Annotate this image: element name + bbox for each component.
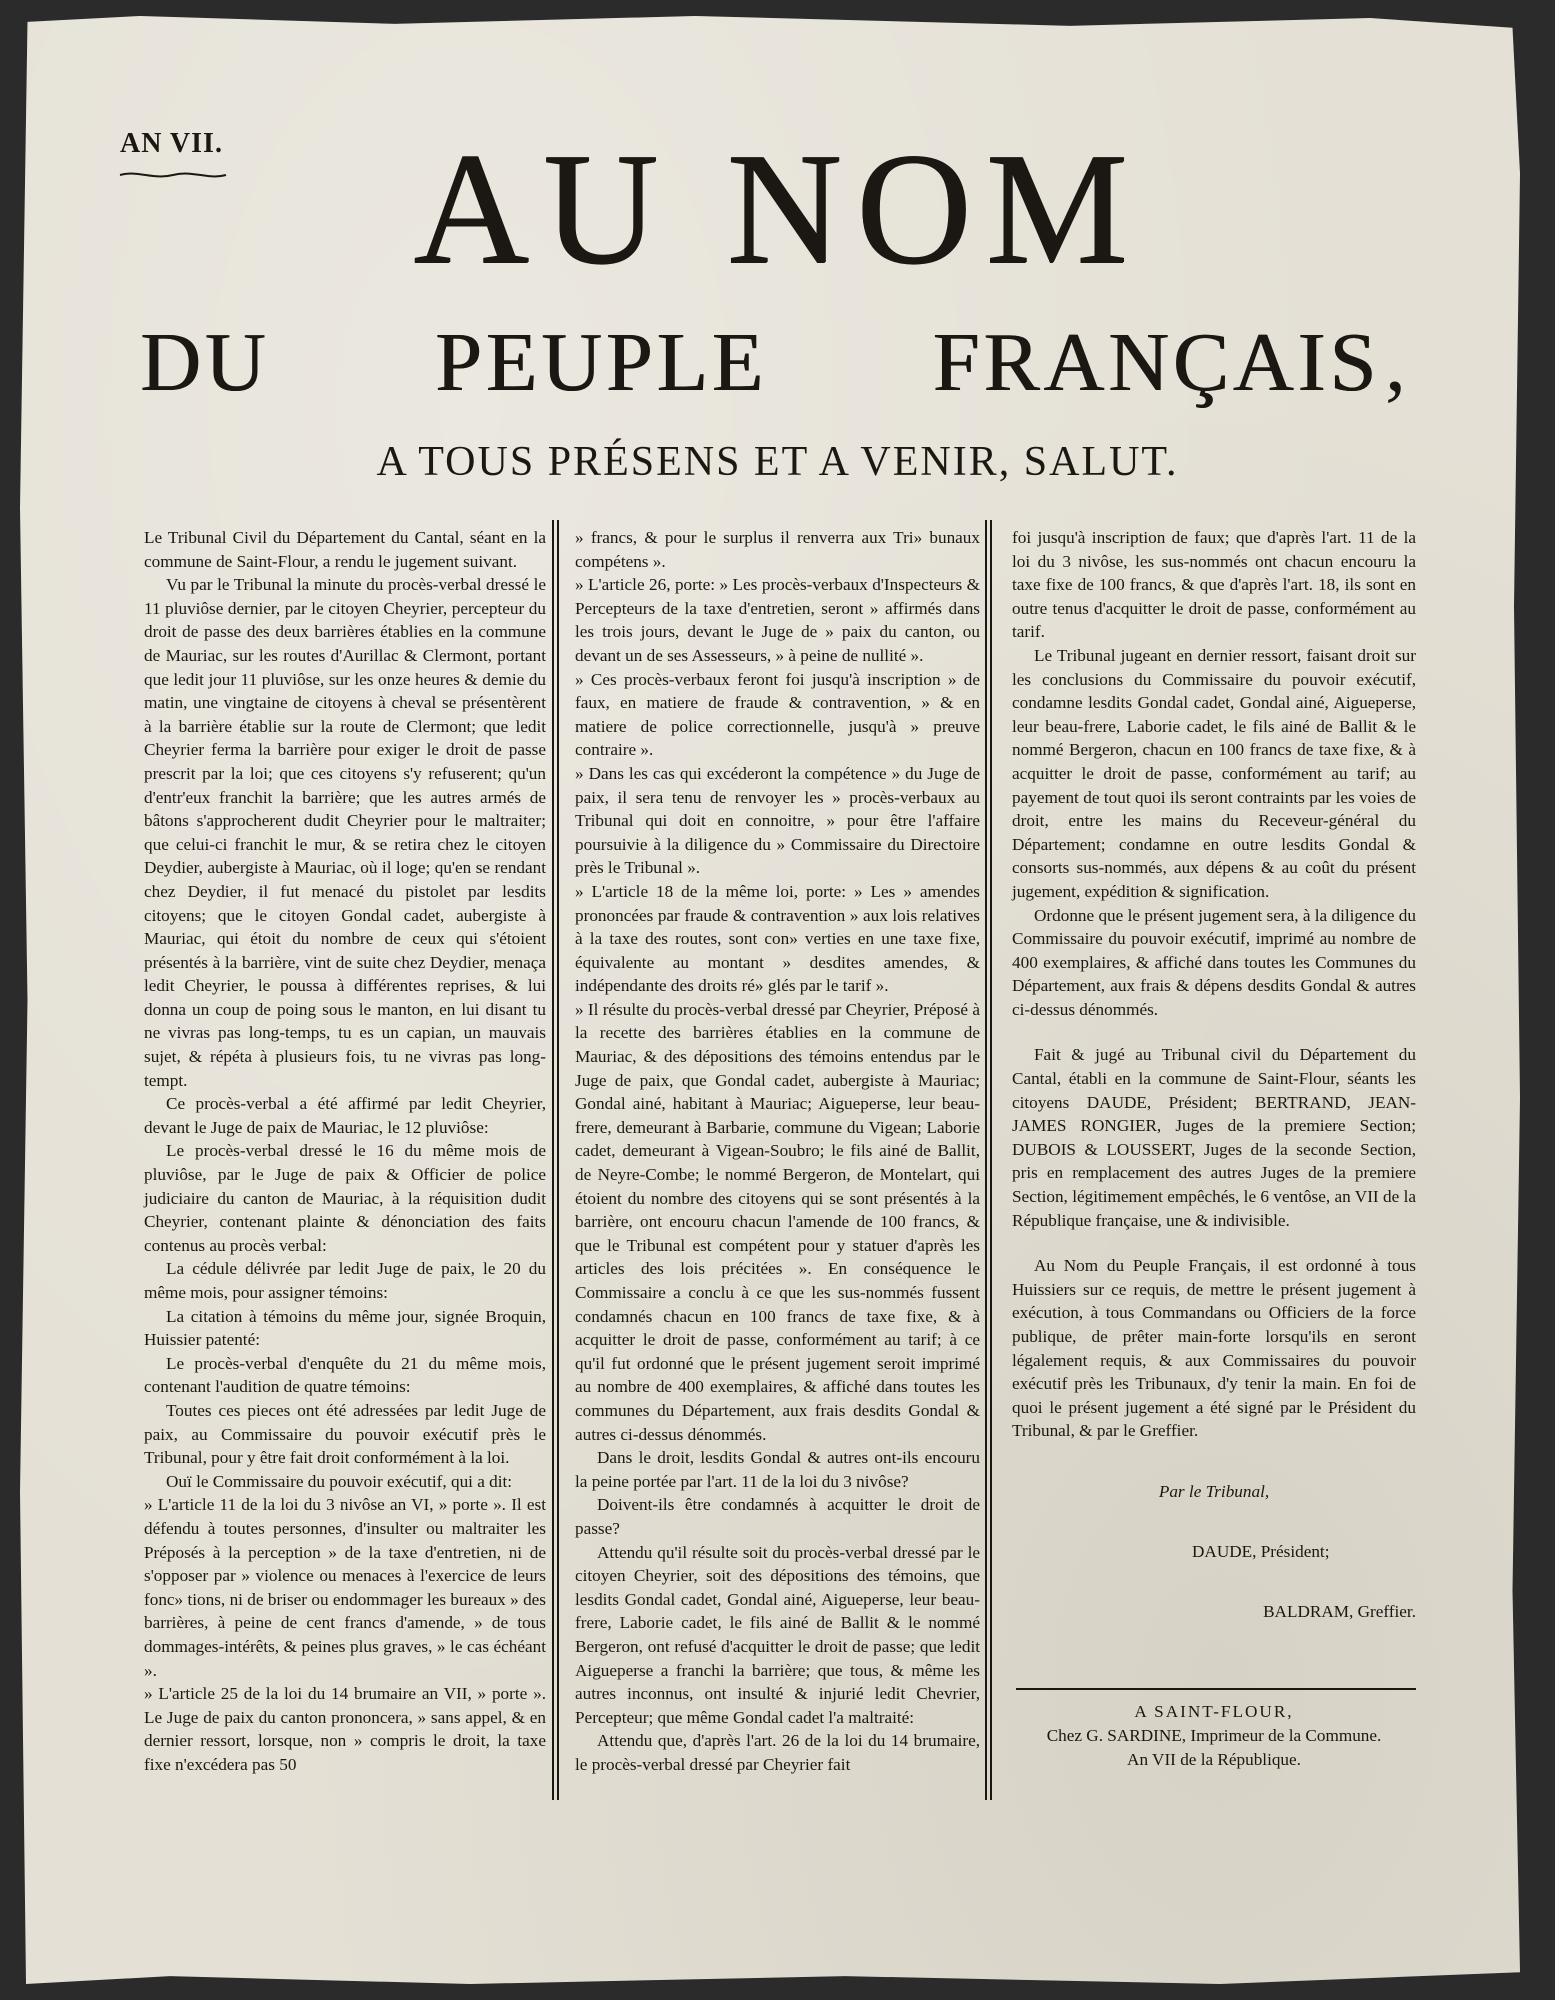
paragraph: Le procès-verbal dressé le 16 du même mois de pluviôse, par le Juge de paix & Officier de police judiciaire du canton de Mauriac, à la réquisition dudit Cheyrier, contenant plainte & dénonciation des faits contenus au procès verbal: bbox=[144, 1141, 546, 1255]
imprint-line: A SAINT-FLOUR, bbox=[1134, 1702, 1294, 1721]
paragraph: Ce procès-verbal a été affirmé par ledit Cheyrier, devant le Juge de paix de Mauriac, le 12 pluviôse: bbox=[144, 1094, 546, 1137]
paragraph: » Ces procès-verbaux feront foi jusqu'à inscription » de faux, en matiere de fraude & contravention, » & en matiere de police correctionnelle, jusqu'à » preuve contraire ». bbox=[575, 669, 980, 760]
paragraph: Ordonne que le présent jugement sera, à la diligence du Commissaire du pouvoir exécutif, imprimé au nombre de 400 exemplaires, & affiché dans toutes les Communes du Département, aux frais & dépens desdits Gondal & autres ci-dessus dénommés. bbox=[1012, 905, 1416, 1019]
column-rule bbox=[985, 520, 987, 1800]
paragraph: Le Tribunal Civil du Département du Cantal, séant en la commune de Saint-Flour, a rendu le jugement suivant. bbox=[144, 528, 546, 571]
text-column-1 bbox=[144, 526, 546, 1776]
title-au-nom: AU NOM bbox=[413, 119, 1142, 297]
title-comma: , bbox=[1385, 316, 1406, 409]
paragraph: Au Nom du Peuple Français, il est ordonné à tous Huissiers sur ce requis, de mettre le présent jugement à exécution, à tous Commandans ou Officiers de la force publique, de prêter main-forte lorsqu'ils en seront légalement requis, & aux Commissaires du pouvoir exécutif près les Tribunaux, d'y tenir la main. En foi de quoi le présent jugement a été signé par le Président du Tribunal, & par le Greffier. bbox=[1012, 1256, 1416, 1441]
paragraph: Dans le droit, lesdits Gondal & autres ont-ils encouru la peine portée par l'art. 11 de la loi du 3 nivôse? bbox=[575, 1448, 980, 1491]
paragraph: Attendu qu'il résulte soit du procès-verbal dressé par le citoyen Cheyrier, soit des dépositions des témoins, que lesdits Gondal cadet, Gondal ainé, Aigueperse, leur beau-frere, Laborie cadet, le fils ainé de Ballit & le nommé Bergeron, ont refusé d'acquitter le droit de passe; que ledit Aigueperse a franchi la barrière; que tous, & même les autres inconnus, ont insulté & injurié ledit Chevrier, Percepteur; que même Gondal cadet l'a maltraité: bbox=[575, 1542, 980, 1727]
text-column-3 bbox=[1012, 526, 1416, 1443]
paragraph: Attendu que, d'après l'art. 26 de la loi du 14 brumaire, le procès-verbal dressé par Cheyrier fait bbox=[575, 1731, 980, 1774]
signature-daude: DAUDE, Président; bbox=[1192, 1542, 1330, 1561]
paragraph: » Il résulte du procès-verbal dressé par Cheyrier, Préposé à la recette des barrières établies en la commune de Mauriac, & des dépositions des témoins entendus par le Juge de paix, que Gondal cadet, aubergiste à Mauriac; Gondal ainé, habitant à Mauriac; Aigueperse, leur beau-frere, demeurant à Barbarie, commune du Vigean; Laborie cadet, demeurant à Vigean-Soubro; le fils ainé de Ballit, de Neyre-Combe; le nommé Bergeron, de Montelart, qui étoient du nombre des citoyens qui se sont présentés à la barrière, ont encouru chacun l'amende de 100 francs, & que le Tribunal est compétent pour y statuer d'après les articles des lois précitées ». En conséquence le Commissaire a conclu à ce que les sus-nommés fussent condamnés chacun en 100 francs de taxe fixe, & à acquitter le droit de passe, conformément au tarif; à ce qu'il fut ordonné que le présent jugement seroit imprimé au nombre de 400 exemplaires, & affiché dans toutes les communes du Département, aux frais desdits Gondal & autres ci-dessus dénommés. bbox=[575, 999, 980, 1444]
column-rule bbox=[552, 520, 554, 1800]
column-rule bbox=[990, 520, 992, 1800]
salutation: A TOUS PRÉSENS ET A VENIR, SALUT. bbox=[376, 439, 1179, 485]
paragraph: foi jusqu'à inscription de faux; que d'après l'art. 11 de la loi du 3 nivôse, les sus-nommés ont chacun encouru la taxe fixe de 100 francs, & que d'après l'art. 18, ils sont en outre tenus d'acquitter le droit de passe, conformément au tarif. bbox=[1012, 528, 1416, 642]
column-rule bbox=[557, 520, 559, 1800]
paragraph: » Dans les cas qui excéderont la compétence » du Juge de paix, il sera tenu de renvoyer les » procès-verbaux au Tribunal qui doit en connoitre, » pour être l'affaire poursuivie à la diligence du » Commissaire du Directoire près le Tribunal ». bbox=[575, 763, 980, 878]
paragraph: Le Tribunal jugeant en dernier ressort, faisant droit sur les conclusions du Commissaire du pouvoir exécutif, condamne lesdits Gondal cadet, Gondal ainé, Aigueperse, leur beau-frere, Laborie cadet, le fils ainé de Ballit & le nommé Bergeron, chacun en 100 francs de taxe fixe, & à acquitter le droit de passe, conformément au tarif; au payement de tout quoi ils seront contraints par les voies de droit, entre les mains du Receveur-général du Département; condamne en outre lesdits Gondal & consorts sus-nommés, aux dépens & au coût du présent jugement, expédition & signification. bbox=[1012, 645, 1416, 901]
paragraph: » francs, & pour le surplus il renverra aux Tri» bunaux compétens ». bbox=[575, 528, 980, 571]
paragraph: » L'article 25 de la loi du 14 brumaire an VII, » porte ». Le Juge de paix du canton prononcera, » sans appel, & en dernier ressort, lorsque, non » compris le droit, la taxe fixe n'excédera pas 50 bbox=[144, 1684, 546, 1774]
paragraph: Ouï le Commissaire du pouvoir exécutif, qui a dit: bbox=[166, 1471, 513, 1491]
paragraph: Toutes ces pieces ont été adressées par ledit Juge de paix, au Commissaire du pouvoir exécutif près le Tribunal, pour y être fait droit conformément à la loi. bbox=[144, 1400, 546, 1468]
paragraph: Doivent-ils être condamnés à acquitter le droit de passe? bbox=[575, 1495, 980, 1538]
paragraph: La citation à témoins du même jour, signée Broquin, Huissier patenté: bbox=[144, 1306, 546, 1350]
signature-par-le-tribunal bbox=[1012, 1480, 1416, 1504]
text-column-2 bbox=[575, 526, 980, 1776]
paragraph: La cédule délivrée par ledit Juge de paix, le 20 du même mois, pour assigner témoins: bbox=[144, 1259, 546, 1302]
signature-text: Par le Tribunal, bbox=[1158, 1482, 1270, 1501]
paragraph: » L'article 11 de la loi du 3 nivôse an VI, » porte ». Il est défendu à toutes personnes, d'insulter ou maltraiter les Préposés à la perception » de la taxe d'entretien, ni de s'opposer par » violence ou menaces à l'exercice de leurs fonc» tions, ni de briser ou endommager les bureaux » des barrières, à peine de cent francs d'amende, » de tous dommages-intérêts, & peines plus graves, » le cas échéant ». bbox=[144, 1495, 546, 1680]
title-word: PEUPLE bbox=[434, 316, 767, 409]
paragraph: » L'article 26, porte: » Les procès-verbaux d'Inspecteurs & Percepteurs de la taxe d'entretien, seront » affirmés dans les trois jours, devant le Juge de » paix du canton, ou devant un de ses Assesseurs, » à peine de nullité ». bbox=[575, 575, 980, 665]
year-label: AN VII. bbox=[120, 128, 223, 159]
imprint-line: An VII de la République. bbox=[1127, 1750, 1301, 1769]
signature-baldram: BALDRAM, Greffier. bbox=[1263, 1602, 1416, 1621]
title-du-peuple-francais bbox=[140, 318, 1380, 408]
imprint-line: Chez G. SARDINE, Imprimeur de la Commune. bbox=[1046, 1726, 1382, 1745]
paragraph: Vu par le Tribunal la minute du procès-verbal dressé le 11 pluviôse dernier, par le citoyen Cheyrier, percepteur du droit de passe des deux barrières établies en la commune de Mauriac, sur les routes d'Aurillac & Clermont, portant que ledit jour 11 pluviôse, sur les onze heures & demie du matin, une vingtaine de citoyens à cheval se présentèrent à la barrière établie sur la route de Clermont; que ledit Cheyrier ferma la barrière pour exiger le droit de passe prescrit par la loi; que ces citoyens s'y refuserent; qu'un d'entr'eux franchit la barrière; que les autres armés de bâtons s'approcherent dudit Cheyrier pour le maltraiter; que celui-ci franchit le mur, & se retira chez le citoyen Deydier, aubergiste à Mauriac, où il loge; qu'en se rendant chez Deydier, il fut menacé du pistolet par lesdits citoyens; que le citoyen Gondal cadet, aubergiste à Mauriac, qui étoit du nombre de ceux qui s'étoient présentés à la barrière, vint de suite chez Deydier, menaça ledit Cheyrier, le poussa à différentes reprises, & lui donna un coup de poing sous le manton, en lui disant tu ne vivras pas long-temps, tu es un capian, un mauvais sujet, & répéta à plusieurs fois, tu ne vivras pas long-tempt. bbox=[144, 575, 546, 1090]
title-word: DU bbox=[140, 316, 270, 409]
title-word: FRANÇAIS bbox=[932, 316, 1380, 409]
imprint-rule bbox=[1016, 1688, 1416, 1690]
paragraph: » L'article 18 de la même loi, porte: » Les » amendes prononcées par fraude & contravention » aux lois relatives à la taxe des routes, sont con» verties en une taxe fixe, équivalente au montant » desdites amendes, & indépendante des droits ré» glés par le tarif ». bbox=[575, 881, 980, 996]
paragraph: Le procès-verbal d'enquête du 21 du même mois, contenant l'audition de quatre témoins: bbox=[144, 1353, 546, 1397]
printer-imprint bbox=[1012, 1700, 1416, 1772]
paragraph: Fait & jugé au Tribunal civil du Département du Cantal, établi en la commune de Saint-Flour, séants les citoyens DAUDE, Président; BERTRAND, JEAN-JAMES RONGIER, Juges de la premiere Section; DUBOIS & LOUSSERT, Juges de la seconde Section, pris en remplacement des autres Juges de la premiere Section, légitimement empêchés, le 6 ventôse, an VII de la République française, une & indivisible. bbox=[1012, 1045, 1416, 1230]
